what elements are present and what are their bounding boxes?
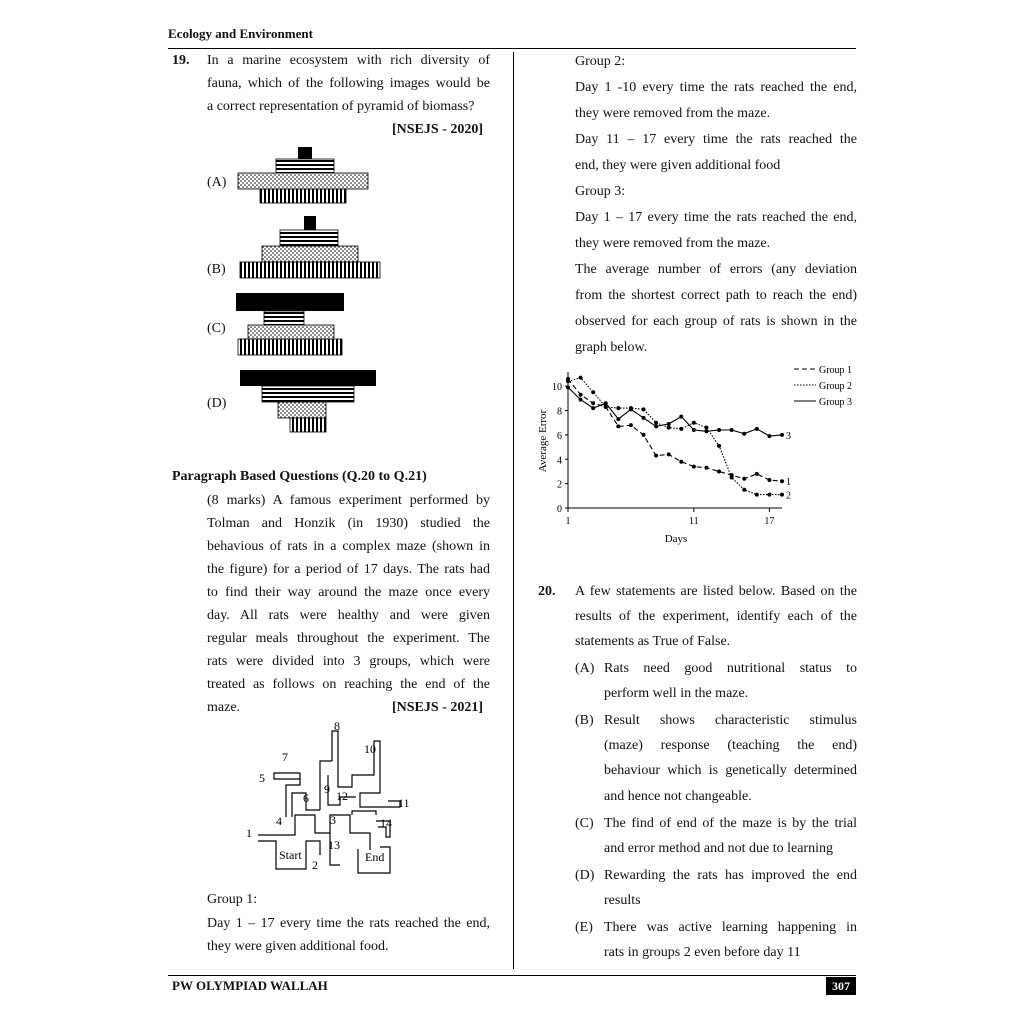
chart-point-s2	[642, 407, 646, 411]
chart-x-tick-label: 11	[689, 516, 699, 527]
chart-x-axis-label: Days	[664, 533, 688, 545]
pyramid-b	[240, 216, 380, 278]
chart-point-s2	[704, 426, 708, 430]
page-number: 307	[826, 977, 856, 995]
q20-option-b-line-1: Result shows characteristic stimulus	[604, 713, 857, 728]
chart-y-tick-label: 0	[557, 504, 562, 515]
chart-point-s3	[780, 433, 784, 437]
chart-series-end-label-2: 2	[786, 490, 791, 502]
q20-option-e-line-2: rats in groups 2 even before day 11	[604, 945, 801, 960]
chart-point-s1	[755, 472, 759, 476]
chart-point-s3	[692, 428, 696, 432]
chart-x-tick-label: 17	[764, 516, 775, 527]
maze-end-label: End	[365, 850, 385, 864]
q20-option-b-line-4: and hence not changeable.	[604, 789, 752, 804]
chart-point-s3	[767, 434, 771, 438]
chart-point-s1	[780, 479, 784, 483]
maze-label-1: 1	[246, 826, 252, 840]
maze-label-13: 13	[328, 838, 340, 852]
chart-point-s3	[679, 415, 683, 419]
chart-point-s3	[579, 398, 583, 402]
chart-lines	[566, 376, 791, 502]
q20-option-e-label: (E)	[575, 920, 593, 935]
q20-option-a-line-2: perform well in the maze.	[604, 686, 749, 701]
chart-y-tick-label: 4	[557, 455, 562, 467]
average-error-chart	[532, 360, 862, 550]
chart-y-tick-label: 8	[557, 406, 562, 418]
chart-point-s1	[616, 424, 620, 428]
group3-title: Group 3:	[575, 184, 626, 199]
q20-option-e-line-1: There was active learning happening in	[604, 920, 857, 935]
q19-number: 19.	[172, 53, 190, 68]
chart-point-s1	[767, 478, 771, 482]
chart-point-s1	[579, 393, 583, 397]
pyramid-a	[238, 147, 368, 203]
pyramid-c	[236, 293, 344, 355]
maze-label-11: 11	[398, 796, 410, 810]
running-header: Ecology and Environment	[168, 26, 313, 41]
group3-line-1: Day 1 – 17 every time the rats reached the end,	[575, 210, 857, 225]
maze-label-2: 2	[312, 858, 318, 872]
chart-point-s3	[654, 424, 658, 428]
q20-option-d-label: (D)	[575, 868, 595, 883]
biomass-pyramids-figure	[228, 140, 388, 440]
q19-line-3: a correct representation of pyramid of biomass?	[207, 99, 475, 114]
chart-point-s2	[717, 444, 721, 448]
q20-line-2: results of the experiment, identify each of the	[575, 609, 857, 624]
legend-label-3: Group 3	[819, 397, 853, 408]
para-line-8: rats were divided into 3 groups, which were	[207, 654, 490, 669]
group3-line-4: from the shortest correct path to reach the end)	[575, 288, 857, 303]
column-divider	[513, 52, 514, 969]
chart-y-tick-label: 6	[557, 430, 562, 442]
chart-point-s2	[667, 426, 671, 430]
chart-point-s1	[629, 423, 633, 427]
group2-line-2: they were removed from the maze.	[575, 106, 771, 121]
maze-label-4: 4	[276, 814, 282, 828]
para-line-2: Tolman and Honzik (in 1930) studied the	[207, 516, 490, 531]
chart-point-s2	[566, 379, 570, 383]
q20-option-c-line-1: The find of end of the maze is by the trial	[604, 816, 857, 831]
chart-point-s1	[692, 465, 696, 469]
group3-line-5: observed for each group of rats is shown in the	[575, 314, 857, 329]
group3-line-3: The average number of errors (any deviation	[575, 262, 857, 277]
chart-point-s1	[679, 460, 683, 464]
chart-point-s1	[642, 433, 646, 437]
q20-option-d-line-1: Rewarding the rats has improved the end	[604, 868, 857, 883]
maze-label-5: 5	[259, 771, 265, 785]
q19-option-d-label: (D)	[207, 396, 227, 411]
para-last-line: maze.	[207, 700, 241, 715]
maze-label-6: 6	[303, 791, 309, 805]
q20-option-c-label: (C)	[575, 816, 594, 831]
chart-point-s3	[629, 407, 633, 411]
chart-y-tick-label: 2	[557, 479, 562, 491]
pyramid-d	[240, 370, 376, 432]
group2-line-1: Day 1 -10 every time the rats reached the end,	[575, 80, 857, 95]
group2-title: Group 2:	[575, 54, 626, 69]
chart-series-end-label-1: 1	[786, 477, 791, 489]
chart-point-s3	[755, 427, 759, 431]
group2-line-3: Day 11 – 17 every time the rats reached the	[575, 132, 857, 147]
chart-point-s2	[742, 488, 746, 492]
q20-option-d-line-2: results	[604, 893, 641, 908]
q19-option-b-label: (B)	[207, 262, 226, 277]
q20-option-b-label: (B)	[575, 713, 594, 728]
chart-point-s2	[767, 493, 771, 497]
chart-series-line-2	[568, 378, 782, 495]
chart-axes	[552, 372, 782, 527]
chart-point-s3	[616, 417, 620, 421]
q20-line-3: statements as True of False.	[575, 634, 731, 649]
group1-line-1: Day 1 – 17 every time the rats reached the end,	[207, 916, 490, 931]
chart-point-s3	[742, 432, 746, 436]
chart-point-s2	[616, 406, 620, 410]
chart-point-s2	[591, 390, 595, 394]
q20-number: 20.	[538, 584, 556, 599]
chart-point-s1	[704, 466, 708, 470]
chart-point-s2	[679, 427, 683, 431]
chart-point-s3	[604, 401, 608, 405]
legend-label-1: Group 1	[819, 365, 853, 376]
chart-series-line-1	[568, 379, 782, 481]
para-line-1: (8 marks) A famous experiment performed by	[207, 493, 490, 508]
chart-point-s1	[717, 469, 721, 473]
chart-series-end-label-3: 3	[786, 430, 791, 442]
group2-line-4: end, they were given additional food	[575, 158, 781, 173]
q20-option-a-line-1: Rats need good nutritional status to	[604, 661, 857, 676]
chart-point-s1	[667, 452, 671, 456]
q20-option-b-line-3: behaviour which is genetically determined	[604, 763, 857, 778]
para-line-6: day. All rats were healthy and were given	[207, 608, 490, 623]
chart-point-s1	[591, 401, 595, 405]
chart-point-s3	[717, 428, 721, 432]
paragraph-heading: Paragraph Based Questions (Q.20 to Q.21)	[172, 469, 427, 484]
footer-rule	[168, 975, 856, 976]
footer-brand: PW OLYMPIAD WALLAH	[172, 978, 328, 993]
group3-line-2: they were removed from the maze.	[575, 236, 771, 251]
maze-label-14: 14	[380, 816, 392, 830]
maze-start-label: Start	[279, 848, 302, 862]
chart-point-s2	[730, 476, 734, 480]
chart-point-s2	[654, 421, 658, 425]
para-line-4: the figure) for a period of 17 days. The rats had	[207, 562, 490, 577]
group1-title: Group 1:	[207, 892, 258, 907]
q20-option-b-line-2: (maze) response (teaching the end)	[604, 738, 857, 753]
chart-point-s3	[704, 429, 708, 433]
maze-figure	[240, 715, 430, 880]
chart-point-s3	[730, 428, 734, 432]
q20-line-1: A few statements are listed below. Based on the	[575, 584, 857, 599]
legend-label-2: Group 2	[819, 381, 853, 392]
chart-point-s3	[591, 406, 595, 410]
chart-point-s2	[755, 493, 759, 497]
q20-option-c-line-2: and error method and not due to learning	[604, 841, 833, 856]
q19-option-c-label: (C)	[207, 321, 226, 336]
chart-point-s1	[742, 477, 746, 481]
maze-label-8: 8	[334, 719, 340, 733]
chart-point-s2	[692, 421, 696, 425]
chart-y-tick-label: 10	[552, 382, 562, 394]
q19-option-a-label: (A)	[207, 175, 227, 190]
q20-option-a-label: (A)	[575, 661, 595, 676]
para-line-9: treated as follows on reaching the end of the	[207, 677, 490, 692]
maze-label-10: 10	[364, 742, 376, 756]
chart-point-s2	[780, 493, 784, 497]
chart-series-line-3	[568, 387, 782, 436]
maze-label-7: 7	[282, 750, 288, 764]
para-line-3: behavious of rats in a complex maze (shown in	[207, 539, 490, 554]
chart-x-tick-label: 1	[565, 516, 571, 527]
chart-point-s3	[642, 416, 646, 420]
chart-point-s3	[566, 385, 570, 389]
chart-legend	[794, 365, 852, 408]
maze-label-3: 3	[330, 813, 336, 827]
q19-source: [NSEJS - 2020]	[392, 122, 484, 137]
group3-line-6: graph below.	[575, 340, 648, 355]
chart-point-s3	[667, 422, 671, 426]
para-line-7: regular meals throughout the experiment. The	[207, 631, 490, 646]
chart-point-s2	[579, 376, 583, 380]
maze-label-9: 9	[324, 782, 330, 796]
para-source: [NSEJS - 2021]	[392, 700, 484, 715]
chart-y-axis-label: Average Error	[537, 409, 549, 473]
q19-line-2: fauna, which of the following images would be	[207, 76, 490, 91]
chart-point-s1	[654, 454, 658, 458]
para-line-5: to find their way around the maze once every	[207, 585, 490, 600]
maze-label-12: 12	[336, 789, 348, 803]
group1-line-2: they were given additional food.	[207, 939, 389, 954]
q19-line-1: In a marine ecosystem with rich diversity of	[207, 53, 490, 68]
